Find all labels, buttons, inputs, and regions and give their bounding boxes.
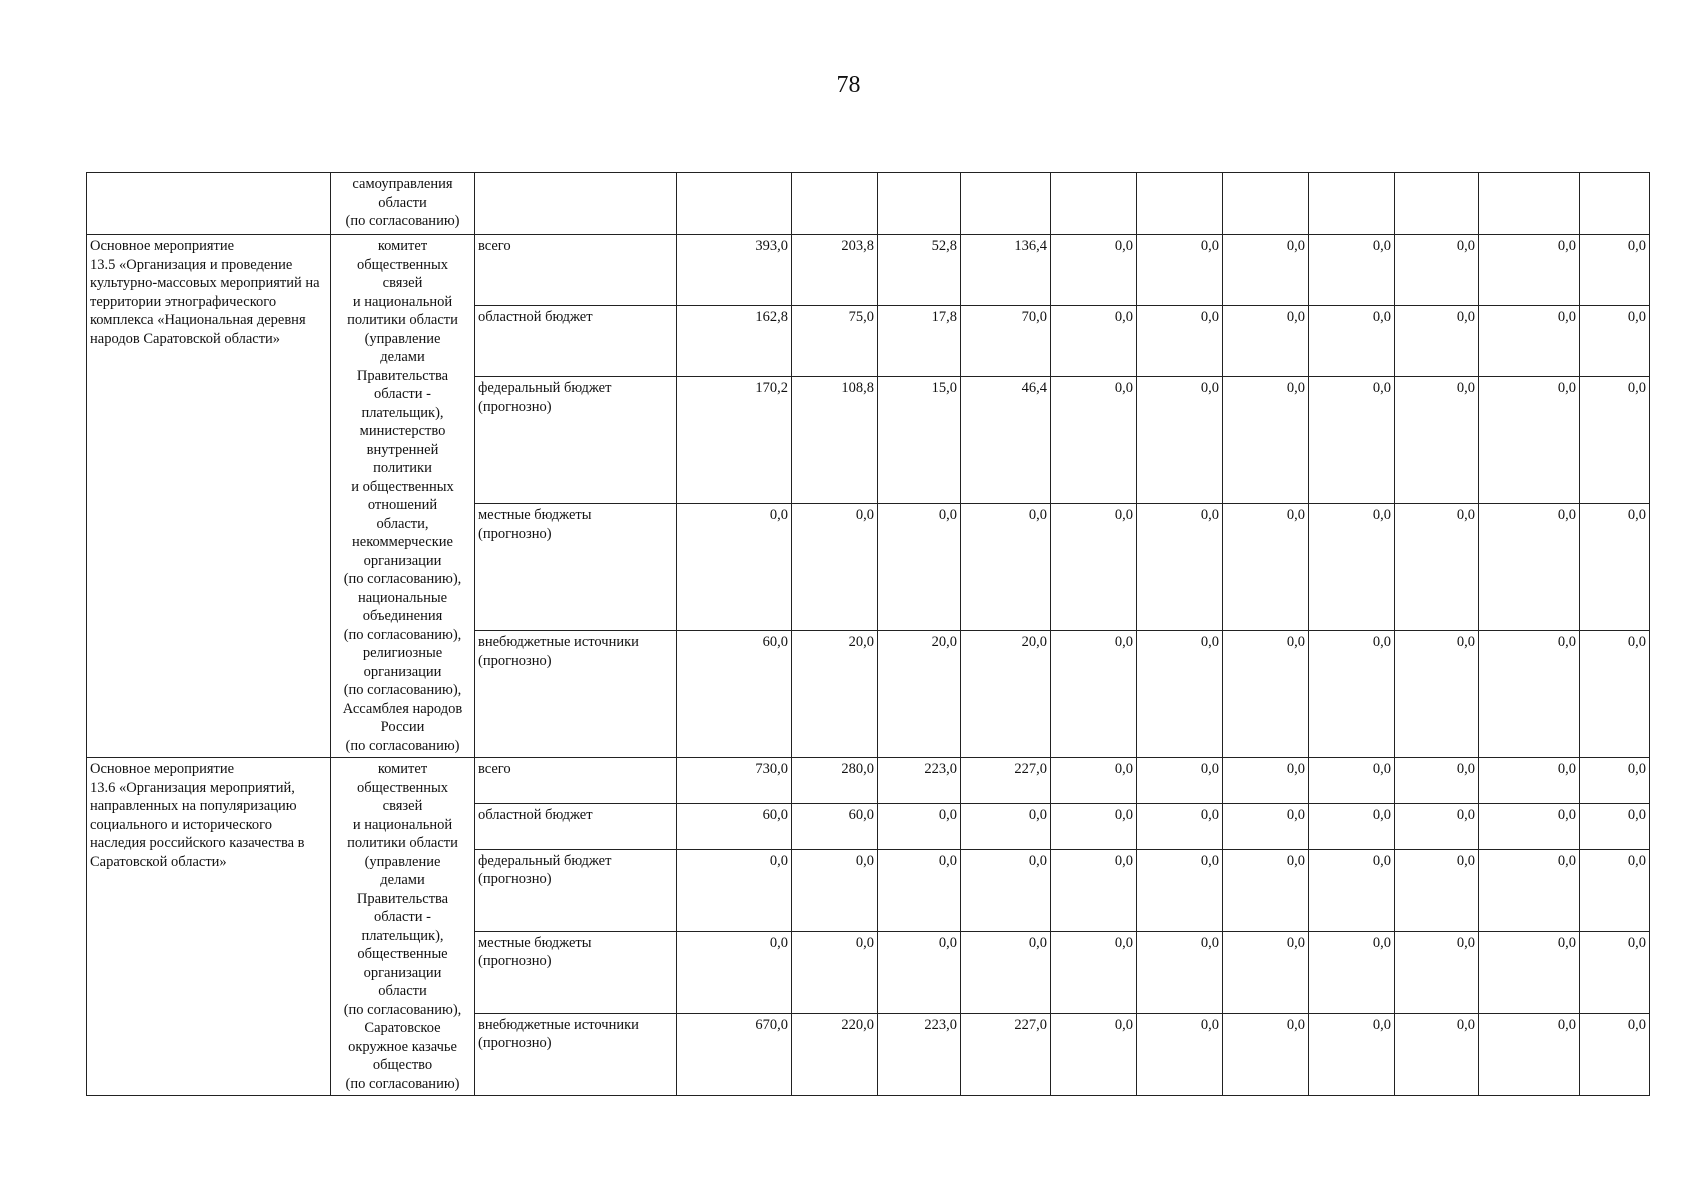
- event-cell: Основное мероприятие 13.5 «Организация и проведение культурно-массовых мероприятий на территории этнографического комплекса «Национальная деревня народов Саратовской области»: [87, 235, 331, 758]
- value-cell: 0,0: [1137, 504, 1223, 631]
- value-cell: 0,0: [1137, 1013, 1223, 1095]
- value-cell: 0,0: [961, 803, 1051, 849]
- value-cell: 0,0: [677, 849, 792, 931]
- value-cell: 223,0: [878, 1013, 961, 1095]
- value-cell: 0,0: [1580, 504, 1650, 631]
- value-cell: [1479, 173, 1580, 235]
- value-cell: 108,8: [792, 377, 878, 504]
- value-cell: 15,0: [878, 377, 961, 504]
- source-cell: местные бюджеты (прогнозно): [475, 931, 677, 1013]
- source-cell: внебюджетные источники (прогнозно): [475, 631, 677, 758]
- value-cell: 0,0: [1137, 758, 1223, 804]
- value-cell: 227,0: [961, 758, 1051, 804]
- value-cell: 136,4: [961, 235, 1051, 306]
- value-cell: [792, 173, 878, 235]
- value-cell: 0,0: [1051, 306, 1137, 377]
- value-cell: 52,8: [878, 235, 961, 306]
- value-cell: 0,0: [1479, 306, 1580, 377]
- value-cell: 0,0: [1580, 631, 1650, 758]
- table-body: [87, 173, 1650, 1096]
- value-cell: 75,0: [792, 306, 878, 377]
- value-cell: [878, 173, 961, 235]
- value-cell: 0,0: [1580, 235, 1650, 306]
- value-cell: 280,0: [792, 758, 878, 804]
- value-cell: 0,0: [1580, 758, 1650, 804]
- value-cell: 0,0: [1137, 306, 1223, 377]
- value-cell: 162,8: [677, 306, 792, 377]
- value-cell: 0,0: [1309, 631, 1395, 758]
- value-cell: 0,0: [1051, 235, 1137, 306]
- value-cell: [1580, 173, 1650, 235]
- value-cell: 0,0: [677, 931, 792, 1013]
- value-cell: 0,0: [1051, 758, 1137, 804]
- source-cell: местные бюджеты (прогнозно): [475, 504, 677, 631]
- value-cell: 46,4: [961, 377, 1051, 504]
- value-cell: [1137, 173, 1223, 235]
- value-cell: 0,0: [1479, 504, 1580, 631]
- value-cell: 0,0: [878, 803, 961, 849]
- executor-cell: комитет общественных связей и национальной политики области (управление делами Правительства области - плательщик), общественные организации области (по согласованию), Саратовское окружное казачье общество (по согласованию): [331, 758, 475, 1096]
- value-cell: 0,0: [1395, 631, 1479, 758]
- value-cell: 0,0: [1479, 631, 1580, 758]
- value-cell: 0,0: [1309, 377, 1395, 504]
- value-cell: 393,0: [677, 235, 792, 306]
- value-cell: 0,0: [1223, 803, 1309, 849]
- value-cell: 0,0: [1051, 377, 1137, 504]
- executor-cell: самоуправления области (по согласованию): [331, 173, 475, 235]
- value-cell: 20,0: [878, 631, 961, 758]
- value-cell: 0,0: [1395, 803, 1479, 849]
- value-cell: 0,0: [792, 849, 878, 931]
- value-cell: 0,0: [1309, 931, 1395, 1013]
- value-cell: 0,0: [1395, 758, 1479, 804]
- value-cell: 0,0: [1223, 504, 1309, 631]
- source-cell: областной бюджет: [475, 803, 677, 849]
- value-cell: 0,0: [961, 849, 1051, 931]
- value-cell: 0,0: [1309, 235, 1395, 306]
- value-cell: 0,0: [1223, 377, 1309, 504]
- value-cell: 60,0: [677, 803, 792, 849]
- value-cell: [961, 173, 1051, 235]
- value-cell: 0,0: [677, 504, 792, 631]
- value-cell: 0,0: [878, 931, 961, 1013]
- value-cell: 0,0: [1580, 377, 1650, 504]
- value-cell: 0,0: [792, 504, 878, 631]
- value-cell: [1223, 173, 1309, 235]
- value-cell: 0,0: [1479, 377, 1580, 504]
- budget-table: [86, 172, 1650, 1096]
- table-row: [87, 235, 1650, 306]
- value-cell: 0,0: [1395, 504, 1479, 631]
- value-cell: 0,0: [1051, 1013, 1137, 1095]
- value-cell: 0,0: [1223, 931, 1309, 1013]
- value-cell: 0,0: [1580, 1013, 1650, 1095]
- value-cell: 227,0: [961, 1013, 1051, 1095]
- value-cell: 0,0: [878, 849, 961, 931]
- value-cell: 0,0: [1223, 758, 1309, 804]
- value-cell: 0,0: [1223, 631, 1309, 758]
- source-cell: всего: [475, 235, 677, 306]
- value-cell: 0,0: [1137, 377, 1223, 504]
- value-cell: 0,0: [1223, 1013, 1309, 1095]
- value-cell: 0,0: [1309, 803, 1395, 849]
- value-cell: 0,0: [1137, 235, 1223, 306]
- value-cell: 0,0: [1051, 803, 1137, 849]
- value-cell: 0,0: [1223, 849, 1309, 931]
- value-cell: 0,0: [961, 931, 1051, 1013]
- value-cell: 0,0: [1580, 931, 1650, 1013]
- value-cell: 0,0: [1309, 504, 1395, 631]
- value-cell: 0,0: [1580, 803, 1650, 849]
- source-cell: всего: [475, 758, 677, 804]
- value-cell: 0,0: [1051, 631, 1137, 758]
- value-cell: 0,0: [1309, 306, 1395, 377]
- value-cell: 0,0: [1137, 803, 1223, 849]
- value-cell: 0,0: [1051, 931, 1137, 1013]
- value-cell: 0,0: [1479, 931, 1580, 1013]
- value-cell: 0,0: [1395, 235, 1479, 306]
- source-cell: [475, 173, 677, 235]
- value-cell: 730,0: [677, 758, 792, 804]
- source-cell: федеральный бюджет (прогнозно): [475, 849, 677, 931]
- value-cell: 0,0: [1395, 931, 1479, 1013]
- value-cell: 0,0: [1309, 758, 1395, 804]
- value-cell: 0,0: [1051, 849, 1137, 931]
- executor-cell: комитет общественных связей и национальной политики области (управление делами Правительства области - плательщик), министерство внутренней политики и общественных отношений области, некоммерческие организации (по согласованию), национальные объединения (по согласованию), религиозные организации (по согласованию), Ассамблея народов России (по согласованию): [331, 235, 475, 758]
- value-cell: [677, 173, 792, 235]
- value-cell: 0,0: [1395, 1013, 1479, 1095]
- value-cell: 20,0: [792, 631, 878, 758]
- value-cell: 0,0: [1479, 235, 1580, 306]
- value-cell: 670,0: [677, 1013, 792, 1095]
- page-number: 78: [836, 72, 861, 98]
- value-cell: 0,0: [878, 504, 961, 631]
- value-cell: 0,0: [1479, 849, 1580, 931]
- value-cell: [1395, 173, 1479, 235]
- value-cell: [1309, 173, 1395, 235]
- value-cell: 0,0: [1395, 306, 1479, 377]
- value-cell: 0,0: [792, 931, 878, 1013]
- source-cell: федеральный бюджет (прогнозно): [475, 377, 677, 504]
- value-cell: 0,0: [1309, 1013, 1395, 1095]
- value-cell: 17,8: [878, 306, 961, 377]
- value-cell: 0,0: [1223, 306, 1309, 377]
- value-cell: 0,0: [1137, 849, 1223, 931]
- value-cell: 0,0: [1479, 803, 1580, 849]
- value-cell: 60,0: [792, 803, 878, 849]
- value-cell: 220,0: [792, 1013, 878, 1095]
- value-cell: [1051, 173, 1137, 235]
- value-cell: 203,8: [792, 235, 878, 306]
- value-cell: 0,0: [1479, 1013, 1580, 1095]
- source-cell: внебюджетные источники (прогнозно): [475, 1013, 677, 1095]
- value-cell: 223,0: [878, 758, 961, 804]
- event-cell: [87, 173, 331, 235]
- value-cell: 0,0: [1580, 849, 1650, 931]
- value-cell: 0,0: [1223, 235, 1309, 306]
- value-cell: 20,0: [961, 631, 1051, 758]
- value-cell: 70,0: [961, 306, 1051, 377]
- event-cell: Основное мероприятие 13.6 «Организация мероприятий, направленных на популяризацию социального и исторического наследия российского казачества в Саратовской области»: [87, 758, 331, 1096]
- value-cell: 0,0: [1580, 306, 1650, 377]
- value-cell: 0,0: [1137, 931, 1223, 1013]
- table-row: [87, 758, 1650, 804]
- table-row: [87, 173, 1650, 235]
- value-cell: 0,0: [1395, 849, 1479, 931]
- value-cell: 0,0: [1479, 758, 1580, 804]
- value-cell: 60,0: [677, 631, 792, 758]
- value-cell: 0,0: [961, 504, 1051, 631]
- value-cell: 170,2: [677, 377, 792, 504]
- value-cell: 0,0: [1051, 504, 1137, 631]
- source-cell: областной бюджет: [475, 306, 677, 377]
- value-cell: 0,0: [1137, 631, 1223, 758]
- value-cell: 0,0: [1395, 377, 1479, 504]
- value-cell: 0,0: [1309, 849, 1395, 931]
